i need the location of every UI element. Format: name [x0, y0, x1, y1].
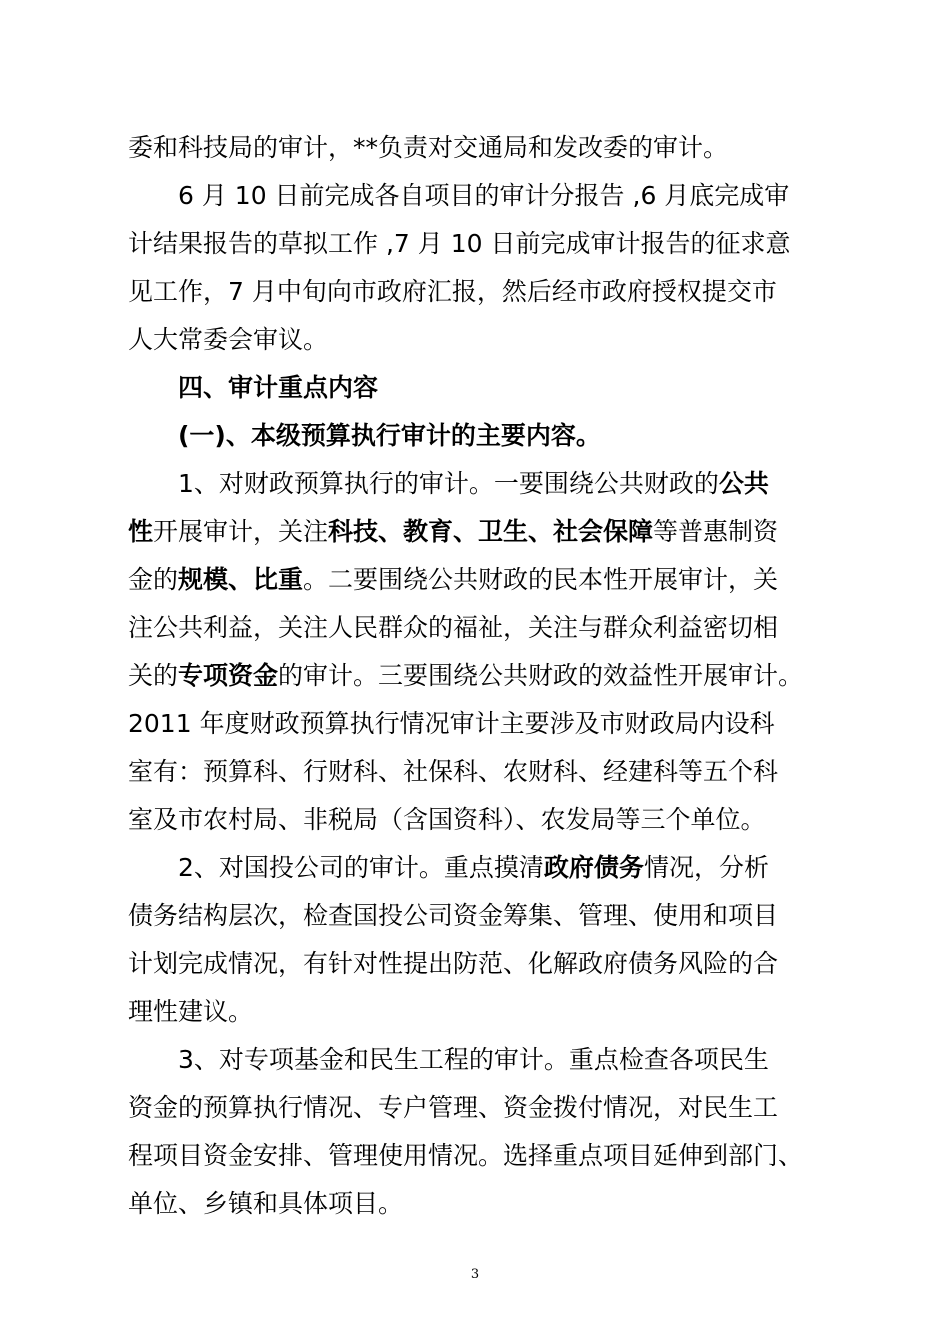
text-segment: 注公共利益，关注人民群众的福祉，关注与群众利益密切相: [128, 613, 779, 642]
text-segment: 的审计。三要围绕公共财政的效益性开展审计。: [278, 661, 804, 690]
bold-text: (一)、本级预算执行审计的主要内容。: [178, 421, 601, 450]
text-segment: 人大常委会审议。: [128, 325, 329, 354]
text-line: [128, 996, 828, 1028]
text-line: [128, 564, 828, 596]
text-segment: 室有：预算科、行财科、社保科、农财科、经建科等五个科: [128, 757, 779, 786]
bold-text: 公共: [718, 469, 769, 498]
bold-text: 性: [128, 517, 154, 546]
text-segment: 情况，分析: [643, 853, 769, 882]
text-line: [128, 900, 828, 932]
text-segment: 室及市农村局、非税局（含国资科）、农发局等三个单位。: [128, 805, 766, 834]
text-segment: 程项目资金安排、管理使用情况。选择重点项目延伸到部门、: [128, 1141, 804, 1170]
bold-text: 规模、比重: [178, 565, 304, 594]
text-segment: 债务结构层次，检查国投公司资金筹集、管理、使用和项目: [128, 901, 779, 930]
text-line: [128, 516, 828, 548]
text-segment: 计结果报告的草拟工作 ,7 月 10 日前完成审计报告的征求意: [128, 229, 791, 258]
text-segment: 等普惠制资: [653, 517, 779, 546]
text-segment: 开展审计，关注: [153, 517, 329, 546]
text-segment: 计划完成情况，有针对性提出防范、化解政府债务风险的合: [128, 949, 779, 978]
text-line: [128, 804, 828, 836]
text-segment: 理性建议。: [128, 997, 254, 1026]
text-line: [178, 372, 828, 404]
text-line: [128, 1188, 828, 1220]
text-segment: 3、对专项基金和民生工程的审计。重点检查各项民生: [178, 1045, 769, 1074]
text-segment: 单位、乡镇和具体项目。: [128, 1189, 404, 1218]
text-segment: 委和科技局的审计，**负责对交通局和发改委的审计。: [128, 133, 729, 162]
bold-text: 四、审计重点内容: [178, 373, 379, 402]
text-segment: 资金的预算执行情况、专户管理、资金拨付情况，对民生工: [128, 1093, 779, 1122]
text-segment: 6 月 10 日前完成各自项目的审计分报告 ,6 月底完成审: [178, 181, 790, 210]
text-segment: 关的: [128, 661, 179, 690]
text-segment: 。二要围绕公共财政的民本性开展审计，关: [303, 565, 779, 594]
text-segment: 金的: [128, 565, 179, 594]
bold-text: 专项资金: [178, 661, 279, 690]
text-line: [128, 756, 828, 788]
text-line: [128, 1140, 828, 1172]
text-line: [178, 852, 828, 884]
text-line: [128, 612, 828, 644]
text-line: [128, 276, 828, 308]
text-line: [128, 1092, 828, 1124]
text-line: [178, 180, 828, 212]
text-line: [128, 708, 828, 740]
text-segment: 1、对财政预算执行的审计。一要围绕公共财政的: [178, 469, 719, 498]
text-line: [128, 660, 828, 692]
text-line: [128, 324, 828, 356]
text-segment: 2、对国投公司的审计。重点摸清: [178, 853, 544, 882]
text-line: [178, 1044, 828, 1076]
text-line: [128, 132, 828, 164]
text-line: [128, 228, 828, 260]
text-segment: 2011 年度财政预算执行情况审计主要涉及市财政局内设科: [128, 709, 775, 738]
page-number: 3: [470, 1267, 480, 1282]
text-line: [128, 948, 828, 980]
text-segment: 见工作，7 月中旬向市政府汇报，然后经市政府授权提交市: [128, 277, 777, 306]
bold-text: 科技、教育、卫生、社会保障: [328, 517, 654, 546]
bold-text: 政府债务: [543, 853, 644, 882]
text-line: [178, 468, 828, 500]
text-line: [178, 420, 828, 452]
